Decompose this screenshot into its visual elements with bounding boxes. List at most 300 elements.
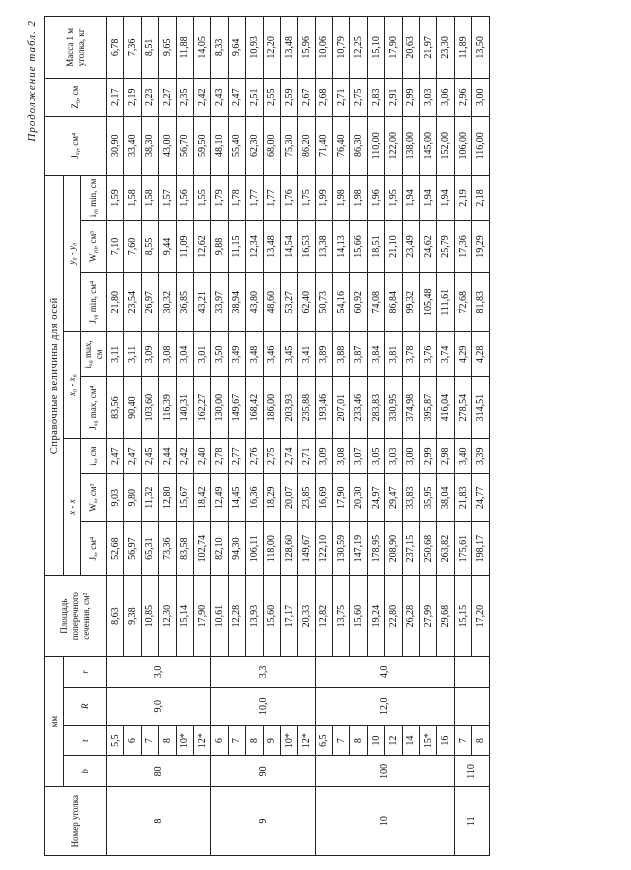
ix-cell: 3,03 [385, 438, 402, 474]
Jx0-cell: 395,87 [420, 377, 437, 439]
ix-cell: 2,77 [228, 438, 245, 474]
Wx-cell: 16,36 [246, 474, 263, 521]
Wy0-cell: 25,79 [437, 220, 454, 272]
angle-number-cell: 10 [315, 787, 454, 856]
ix-cell: 3,07 [350, 438, 367, 474]
table-row [385, 17, 402, 856]
ix0-cell: 3,89 [315, 332, 332, 377]
Wx-cell: 38,04 [437, 474, 454, 521]
ix-cell: 3,39 [472, 438, 489, 474]
Wx-cell: 24,97 [367, 474, 384, 521]
header-wx: Wₓ, см³ [81, 474, 107, 521]
Jx-cell: 118,00 [263, 521, 280, 576]
Jy0-cell: 48,60 [263, 273, 280, 332]
Jy0-cell: 38,94 [228, 273, 245, 332]
Wx-cell: 18,42 [193, 474, 210, 521]
iy0-cell: 1,55 [193, 175, 210, 220]
Jxy-cell: 71,40 [315, 116, 332, 175]
table-row [211, 17, 228, 856]
Wx-cell: 14,45 [228, 474, 245, 521]
table-row [176, 17, 193, 856]
Jx0-cell: 186,00 [263, 377, 280, 439]
t-cell: 6 [124, 725, 141, 756]
Jxy-cell: 152,00 [437, 116, 454, 175]
area-cell: 26,28 [402, 576, 419, 657]
Wy0-cell: 15,66 [350, 220, 367, 272]
header-iy0-min: iᵧ₀ min, см [81, 175, 107, 220]
b-cell: 90 [211, 756, 315, 787]
t-cell: 12* [298, 725, 315, 756]
Z0-cell: 2,47 [228, 78, 245, 116]
Z0-cell: 2,75 [350, 78, 367, 116]
Z0-cell: 2,71 [333, 78, 350, 116]
m-cell: 23,30 [437, 17, 454, 79]
m-cell: 9,65 [159, 17, 176, 79]
area-cell: 29,68 [437, 576, 454, 657]
Jx0-cell: 90,40 [124, 377, 141, 439]
header-t: t [64, 725, 107, 756]
Wy0-cell: 17,36 [454, 220, 471, 272]
Jy0-cell: 60,92 [350, 273, 367, 332]
Z0-cell: 3,03 [420, 78, 437, 116]
header-reference-values: Справочные величины для осей [45, 175, 64, 575]
iy0-cell: 1,94 [420, 175, 437, 220]
t-cell: 7 [333, 725, 350, 756]
Jxy-cell: 56,70 [176, 116, 193, 175]
area-cell: 20,33 [298, 576, 315, 657]
Jx0-cell: 162,27 [193, 377, 210, 439]
table-row [315, 17, 332, 856]
t-cell: 7 [141, 725, 158, 756]
t-cell: 12 [385, 725, 402, 756]
t-cell: 6,5 [315, 725, 332, 756]
m-cell: 14,05 [193, 17, 210, 79]
m-cell: 11,88 [176, 17, 193, 79]
Jxy-cell: 48,10 [211, 116, 228, 175]
Jy0-cell: 111,61 [437, 273, 454, 332]
iy0-cell: 1,57 [159, 175, 176, 220]
area-cell: 15,60 [350, 576, 367, 657]
Z0-cell: 3,06 [437, 78, 454, 116]
Jxy-cell: 86,30 [350, 116, 367, 175]
table-row [472, 17, 489, 856]
m-cell: 11,89 [454, 17, 471, 79]
Jx-cell: 102,74 [193, 521, 210, 576]
Wy0-cell: 12,34 [246, 220, 263, 272]
Jx0-cell: 207,01 [333, 377, 350, 439]
header-jxy: Jₓᵧ, см⁴ [45, 116, 107, 175]
Jxy-cell: 76,40 [333, 116, 350, 175]
Wy0-cell: 24,62 [420, 220, 437, 272]
ix0-cell: 3,08 [159, 332, 176, 377]
Jx0-cell: 130,00 [211, 377, 228, 439]
ix-cell: 3,40 [454, 438, 471, 474]
b-cell: 80 [107, 756, 211, 787]
Wy0-cell: 13,48 [263, 220, 280, 272]
Wy0-cell: 11,09 [176, 220, 193, 272]
Jxy-cell: 145,00 [420, 116, 437, 175]
Jxy-cell: 55,40 [228, 116, 245, 175]
iy0-cell: 1,98 [350, 175, 367, 220]
table-row [454, 17, 471, 856]
Wx-cell: 18,29 [263, 474, 280, 521]
ix-cell: 2,44 [159, 438, 176, 474]
Jx0-cell: 149,67 [228, 377, 245, 439]
Wy0-cell: 8,55 [141, 220, 158, 272]
t-cell: 10* [176, 725, 193, 756]
r-cell: 4,0 [315, 656, 454, 687]
Jy0-cell: 54,16 [333, 273, 350, 332]
ix0-cell: 3,76 [420, 332, 437, 377]
ix-cell: 2,78 [211, 438, 228, 474]
Jy0-cell: 86,84 [385, 273, 402, 332]
Z0-cell: 2,99 [402, 78, 419, 116]
iy0-cell: 1,58 [141, 175, 158, 220]
t-cell: 8 [350, 725, 367, 756]
header-axis-x-x: x - x [64, 438, 81, 575]
Wx-cell: 33,83 [402, 474, 419, 521]
r-cell: 3,3 [211, 656, 315, 687]
m-cell: 6,78 [107, 17, 124, 79]
Jx-cell: 122,10 [315, 521, 332, 576]
ix-cell: 2,40 [193, 438, 210, 474]
Jxy-cell: 68,00 [263, 116, 280, 175]
ix-cell: 2,76 [246, 438, 263, 474]
table-row [350, 17, 367, 856]
Jx-cell: 198,17 [472, 521, 489, 576]
iy0-cell: 1,78 [228, 175, 245, 220]
ix-cell: 2,99 [420, 438, 437, 474]
Jxy-cell: 59,50 [193, 116, 210, 175]
Jx-cell: 82,10 [211, 521, 228, 576]
Jy0-cell: 43,21 [193, 273, 210, 332]
Wx-cell: 20,07 [280, 474, 297, 521]
ix-cell: 2,47 [107, 438, 124, 474]
ix0-cell: 3,84 [367, 332, 384, 377]
Jy0-cell: 105,48 [420, 273, 437, 332]
Jxy-cell: 116,00 [472, 116, 489, 175]
table-row [420, 17, 437, 856]
Jxy-cell: 75,30 [280, 116, 297, 175]
Jx-cell: 237,15 [402, 521, 419, 576]
area-cell: 15,60 [263, 576, 280, 657]
Jx0-cell: 314,51 [472, 377, 489, 439]
area-cell: 12,30 [159, 576, 176, 657]
m-cell: 21,97 [420, 17, 437, 79]
Jx0-cell: 278,54 [454, 377, 471, 439]
ix0-cell: 3,46 [263, 332, 280, 377]
m-cell: 13,50 [472, 17, 489, 79]
Jy0-cell: 23,54 [124, 273, 141, 332]
ix0-cell: 3,09 [141, 332, 158, 377]
table-row [280, 17, 297, 856]
Jx0-cell: 103,60 [141, 377, 158, 439]
Jx-cell: 73,36 [159, 521, 176, 576]
Jy0-cell: 53,27 [280, 273, 297, 332]
Z0-cell: 2,17 [107, 78, 124, 116]
Jy0-cell: 72,68 [454, 273, 471, 332]
Jx0-cell: 116,39 [159, 377, 176, 439]
header-z0: Z₀, см [45, 78, 107, 116]
Z0-cell: 3,00 [472, 78, 489, 116]
ix-cell: 2,75 [263, 438, 280, 474]
Jx-cell: 208,90 [385, 521, 402, 576]
Z0-cell: 2,35 [176, 78, 193, 116]
Jy0-cell: 21,80 [107, 273, 124, 332]
Wx-cell: 23,85 [298, 474, 315, 521]
iy0-cell: 1,75 [298, 175, 315, 220]
header-ix: iₓ, см [81, 438, 107, 474]
Wx-cell: 29,47 [385, 474, 402, 521]
ix-cell: 2,45 [141, 438, 158, 474]
ix-cell: 3,09 [315, 438, 332, 474]
t-cell: 8 [472, 725, 489, 756]
ix0-cell: 3,49 [228, 332, 245, 377]
iy0-cell: 1,77 [263, 175, 280, 220]
m-cell: 15,10 [367, 17, 384, 79]
Wx-cell: 16,69 [315, 474, 332, 521]
Wy0-cell: 9,88 [211, 220, 228, 272]
iy0-cell: 1,96 [367, 175, 384, 220]
Jxy-cell: 30,90 [107, 116, 124, 175]
m-cell: 12,25 [350, 17, 367, 79]
ix0-cell: 3,11 [124, 332, 141, 377]
area-cell: 13,93 [246, 576, 263, 657]
Jx0-cell: 330,95 [385, 377, 402, 439]
table-row [333, 17, 350, 856]
Jx0-cell: 235,88 [298, 377, 315, 439]
area-cell: 12,82 [315, 576, 332, 657]
ix0-cell: 3,87 [350, 332, 367, 377]
Wy0-cell: 12,62 [193, 220, 210, 272]
b-cell: 100 [315, 756, 454, 787]
Wy0-cell: 16,53 [298, 220, 315, 272]
ix-cell: 2,98 [437, 438, 454, 474]
r-cell: 3,0 [107, 656, 211, 687]
table-row [159, 17, 176, 856]
Z0-cell: 2,55 [263, 78, 280, 116]
table-row [228, 17, 245, 856]
Jx-cell: 149,67 [298, 521, 315, 576]
ix-cell: 2,71 [298, 438, 315, 474]
Jy0-cell: 81,83 [472, 273, 489, 332]
ix-cell: 3,08 [333, 438, 350, 474]
Jxy-cell: 106,00 [454, 116, 471, 175]
table-row [124, 17, 141, 856]
Jy0-cell: 62,40 [298, 273, 315, 332]
Jxy-cell: 110,00 [367, 116, 384, 175]
angle-profiles-table [44, 16, 490, 856]
table-continuation-caption: Продолжение табл. 2 [26, 20, 38, 142]
t-cell: 16 [437, 725, 454, 756]
area-cell: 10,85 [141, 576, 158, 657]
m-cell: 8,33 [211, 17, 228, 79]
ix0-cell: 3,04 [176, 332, 193, 377]
Jy0-cell: 30,32 [159, 273, 176, 332]
area-cell: 12,28 [228, 576, 245, 657]
Wy0-cell: 9,44 [159, 220, 176, 272]
Wx-cell: 21,83 [454, 474, 471, 521]
Wy0-cell: 21,10 [385, 220, 402, 272]
Z0-cell: 2,27 [159, 78, 176, 116]
header-jx: Jₓ, см⁴ [81, 521, 107, 576]
iy0-cell: 2,19 [454, 175, 471, 220]
Jx0-cell: 203,93 [280, 377, 297, 439]
ix-cell: 3,05 [367, 438, 384, 474]
Wy0-cell: 13,38 [315, 220, 332, 272]
iy0-cell: 1,79 [211, 175, 228, 220]
Z0-cell: 2,51 [246, 78, 263, 116]
table-row [107, 17, 124, 856]
t-cell: 9 [263, 725, 280, 756]
iy0-cell: 1,59 [107, 175, 124, 220]
Jx-cell: 175,61 [454, 521, 471, 576]
table-body [107, 17, 490, 856]
Jx0-cell: 83,56 [107, 377, 124, 439]
Jx0-cell: 416,04 [437, 377, 454, 439]
area-cell: 8,63 [107, 576, 124, 657]
Wy0-cell: 14,13 [333, 220, 350, 272]
Z0-cell: 2,19 [124, 78, 141, 116]
Jx0-cell: 140,31 [176, 377, 193, 439]
Wx-cell: 20,30 [350, 474, 367, 521]
r-cell [454, 656, 489, 687]
ix-cell: 2,74 [280, 438, 297, 474]
Jx0-cell: 233,46 [350, 377, 367, 439]
area-cell: 22,80 [385, 576, 402, 657]
Jx-cell: 94,30 [228, 521, 245, 576]
Jxy-cell: 38,30 [141, 116, 158, 175]
header-r: r [64, 656, 107, 687]
Jy0-cell: 26,97 [141, 273, 158, 332]
m-cell: 17,90 [385, 17, 402, 79]
Jx-cell: 52,68 [107, 521, 124, 576]
table-header [45, 17, 107, 856]
Wx-cell: 11,32 [141, 474, 158, 521]
iy0-cell: 1,99 [315, 175, 332, 220]
R-cell: 12,0 [315, 687, 454, 725]
Z0-cell: 2,23 [141, 78, 158, 116]
area-cell: 27,99 [420, 576, 437, 657]
b-cell: 110 [454, 756, 489, 787]
Wx-cell: 9,80 [124, 474, 141, 521]
Z0-cell: 2,91 [385, 78, 402, 116]
area-cell: 17,20 [472, 576, 489, 657]
t-cell: 6 [211, 725, 228, 756]
table-row [263, 17, 280, 856]
Wy0-cell: 11,15 [228, 220, 245, 272]
Wx-cell: 35,95 [420, 474, 437, 521]
Jx-cell: 65,31 [141, 521, 158, 576]
t-cell: 8 [159, 725, 176, 756]
Jy0-cell: 43,80 [246, 273, 263, 332]
m-cell: 13,48 [280, 17, 297, 79]
Wy0-cell: 19,29 [472, 220, 489, 272]
m-cell: 8,51 [141, 17, 158, 79]
Z0-cell: 2,83 [367, 78, 384, 116]
t-cell: 8 [246, 725, 263, 756]
R-cell [454, 687, 489, 725]
Jxy-cell: 43,00 [159, 116, 176, 175]
ix0-cell: 4,28 [472, 332, 489, 377]
area-cell: 15,14 [176, 576, 193, 657]
Jx0-cell: 193,46 [315, 377, 332, 439]
t-cell: 15* [420, 725, 437, 756]
Z0-cell: 2,59 [280, 78, 297, 116]
iy0-cell: 1,98 [333, 175, 350, 220]
iy0-cell: 1,76 [280, 175, 297, 220]
m-cell: 9,64 [228, 17, 245, 79]
Wx-cell: 15,67 [176, 474, 193, 521]
R-cell: 10,0 [211, 687, 315, 725]
ix0-cell: 3,50 [211, 332, 228, 377]
table-row [367, 17, 384, 856]
ix0-cell: 3,41 [298, 332, 315, 377]
ix0-cell: 3,45 [280, 332, 297, 377]
Wy0-cell: 18,51 [367, 220, 384, 272]
iy0-cell: 1,58 [124, 175, 141, 220]
Jx0-cell: 283,83 [367, 377, 384, 439]
Z0-cell: 2,42 [193, 78, 210, 116]
header-angle-number: Номер уголка [45, 787, 107, 856]
iy0-cell: 1,94 [402, 175, 419, 220]
area-cell: 10,61 [211, 576, 228, 657]
angle-number-cell: 11 [454, 787, 489, 856]
ix0-cell: 4,29 [454, 332, 471, 377]
Z0-cell: 2,96 [454, 78, 471, 116]
Jx-cell: 56,97 [124, 521, 141, 576]
Jy0-cell: 99,32 [402, 273, 419, 332]
header-jx0-max: Jₓ₀ max, см⁴ [81, 377, 107, 439]
Jx-cell: 128,60 [280, 521, 297, 576]
ix0-cell: 3,01 [193, 332, 210, 377]
ix0-cell: 3,88 [333, 332, 350, 377]
ix-cell: 3,00 [402, 438, 419, 474]
Wx-cell: 24,77 [472, 474, 489, 521]
m-cell: 12,20 [263, 17, 280, 79]
area-cell: 13,75 [333, 576, 350, 657]
t-cell: 12* [193, 725, 210, 756]
area-cell: 9,38 [124, 576, 141, 657]
Jxy-cell: 62,30 [246, 116, 263, 175]
header-ix0-max: iₓ₀ max, см [81, 332, 107, 377]
t-cell: 7 [454, 725, 471, 756]
m-cell: 20,63 [402, 17, 419, 79]
ix0-cell: 3,74 [437, 332, 454, 377]
t-cell: 14 [402, 725, 419, 756]
Jx-cell: 130,59 [333, 521, 350, 576]
ix-cell: 2,42 [176, 438, 193, 474]
Z0-cell: 2,67 [298, 78, 315, 116]
m-cell: 15,96 [298, 17, 315, 79]
Jx-cell: 83,58 [176, 521, 193, 576]
Wy0-cell: 23,49 [402, 220, 419, 272]
angle-number-cell: 9 [211, 787, 315, 856]
Jx0-cell: 374,98 [402, 377, 419, 439]
Wy0-cell: 14,54 [280, 220, 297, 272]
m-cell: 10,93 [246, 17, 263, 79]
m-cell: 7,36 [124, 17, 141, 79]
area-cell: 17,17 [280, 576, 297, 657]
m-cell: 10,06 [315, 17, 332, 79]
Wx-cell: 17,90 [333, 474, 350, 521]
Jx0-cell: 168,42 [246, 377, 263, 439]
Jxy-cell: 86,20 [298, 116, 315, 175]
Wx-cell: 12,80 [159, 474, 176, 521]
Wy0-cell: 7,60 [124, 220, 141, 272]
area-cell: 17,90 [193, 576, 210, 657]
header-area: Площадь поперечного сечения, см² [45, 576, 107, 657]
